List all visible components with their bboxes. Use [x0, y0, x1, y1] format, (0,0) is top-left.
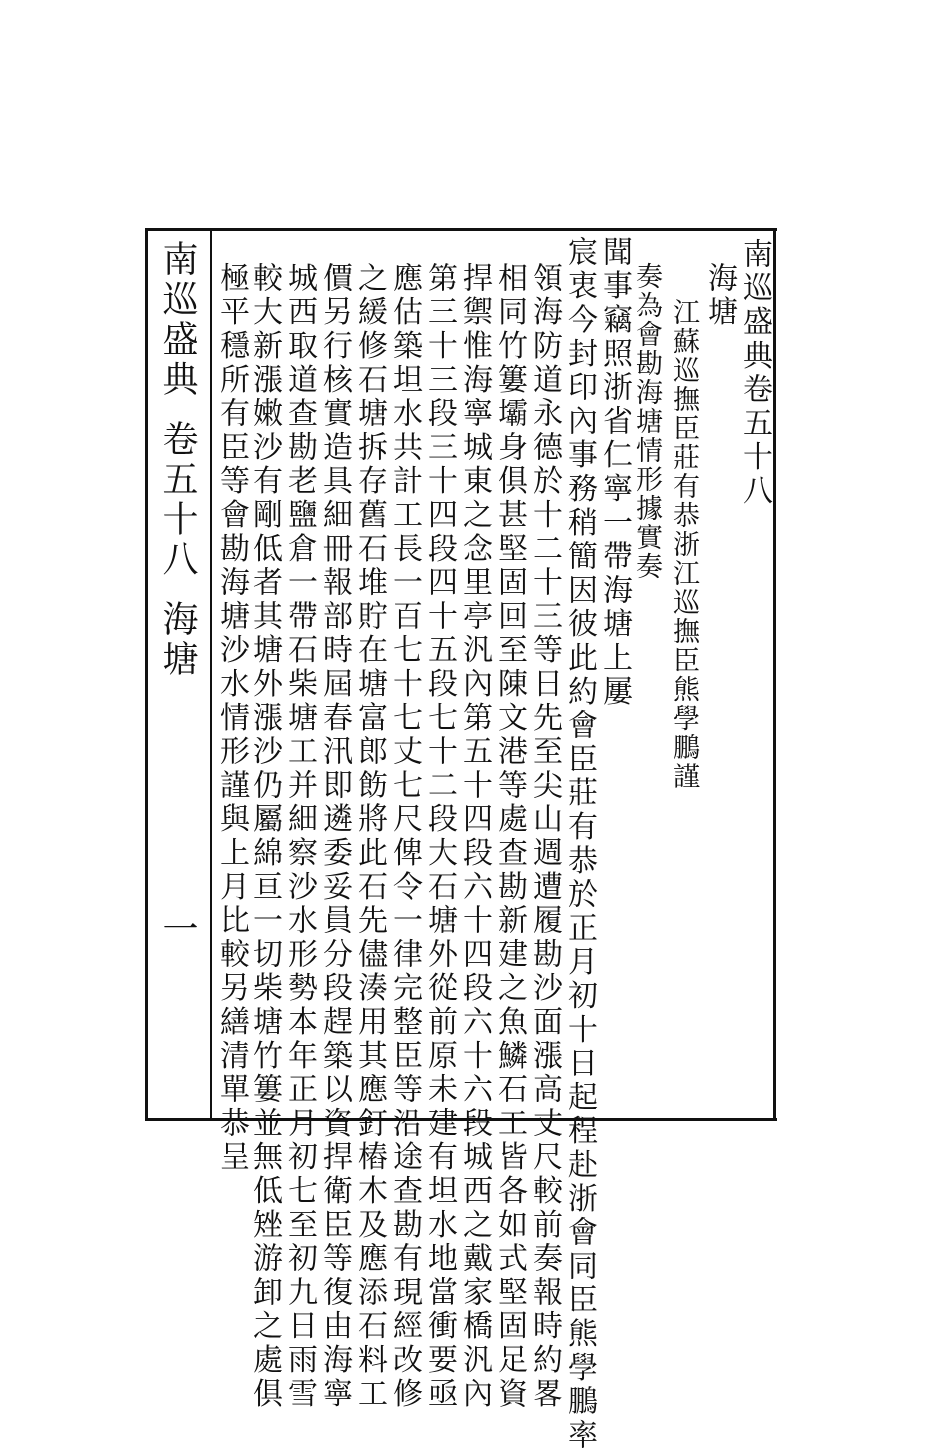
- body-line-11: 較大新漲嫩沙有剛低者其塘外漲沙仍屬綿亘一切柴塘竹簍並無低矬游卸之處俱: [247, 262, 282, 1412]
- gutter-page-number: 一: [157, 910, 198, 950]
- book-title: 南巡盛典卷五十八: [737, 238, 772, 509]
- body-line-1: 聞事竊照浙省仁寧一帶海塘上屢: [597, 236, 632, 710]
- body-line-3: 領海防道永德於十二十三等日先至尖山週遭履勘沙面漲高丈尺較前奏報時約畧: [527, 262, 562, 1412]
- body-line-5: 捍禦惟海寧城東之念里亭汎內第五十四段六十四段六十六段城西之戴家橋汎內: [457, 262, 492, 1412]
- section-title: 海塘: [702, 262, 737, 330]
- body-line-2: 宸衷今封印內事務稍簡因彼此約會臣莊有恭於正月初十日起程赴浙會同臣熊學鵬率: [562, 236, 597, 1453]
- body-line-7: 應估築坦水共計工長一百七十七丈七尺俾令一律完整臣等沿途查勘有現經改修: [387, 262, 422, 1412]
- body-line-6: 第三十三段三十四段四十五段七十二段大石塘外從前原未建有坦水地當衝要亟: [422, 262, 457, 1412]
- memorial-title: 奏為會勘海塘情形據實奏: [631, 262, 662, 581]
- body-line-4: 相同竹簍壩身俱甚堅固回至陳文港等處查勘新建之魚鱗石工皆各如式堅固足資: [492, 262, 527, 1412]
- frame-left-border: [145, 228, 148, 1121]
- body-line-10: 城西取道查勘老鹽倉一帶石柴塘工并細察沙水形勢本年正月初七至初九日雨雪: [282, 262, 317, 1412]
- body-line-9: 價另行核實造具細冊報部時屆春汛即遴委妥員分段趕築以資捍衛臣等復由海寧: [317, 262, 352, 1412]
- gutter-section: 海塘: [157, 600, 198, 680]
- body-line-8: 之緩修石塘拆存舊石堆貯在塘富郎飭將此石先儘湊用其應釘樁木及應添石料工: [352, 262, 387, 1412]
- official-line: 江蘇巡撫臣莊有恭浙江巡撫臣熊學鵬謹: [668, 298, 699, 791]
- gutter-volume: 卷五十八: [157, 420, 198, 580]
- frame-right-border: [773, 228, 776, 1121]
- frame-top-border: [145, 228, 777, 231]
- body-line-12: 極平穩所有臣等會勘海塘沙水情形謹與上月比較另繕清單恭呈: [214, 262, 249, 1175]
- gutter-book-title: 南巡盛典: [157, 240, 198, 400]
